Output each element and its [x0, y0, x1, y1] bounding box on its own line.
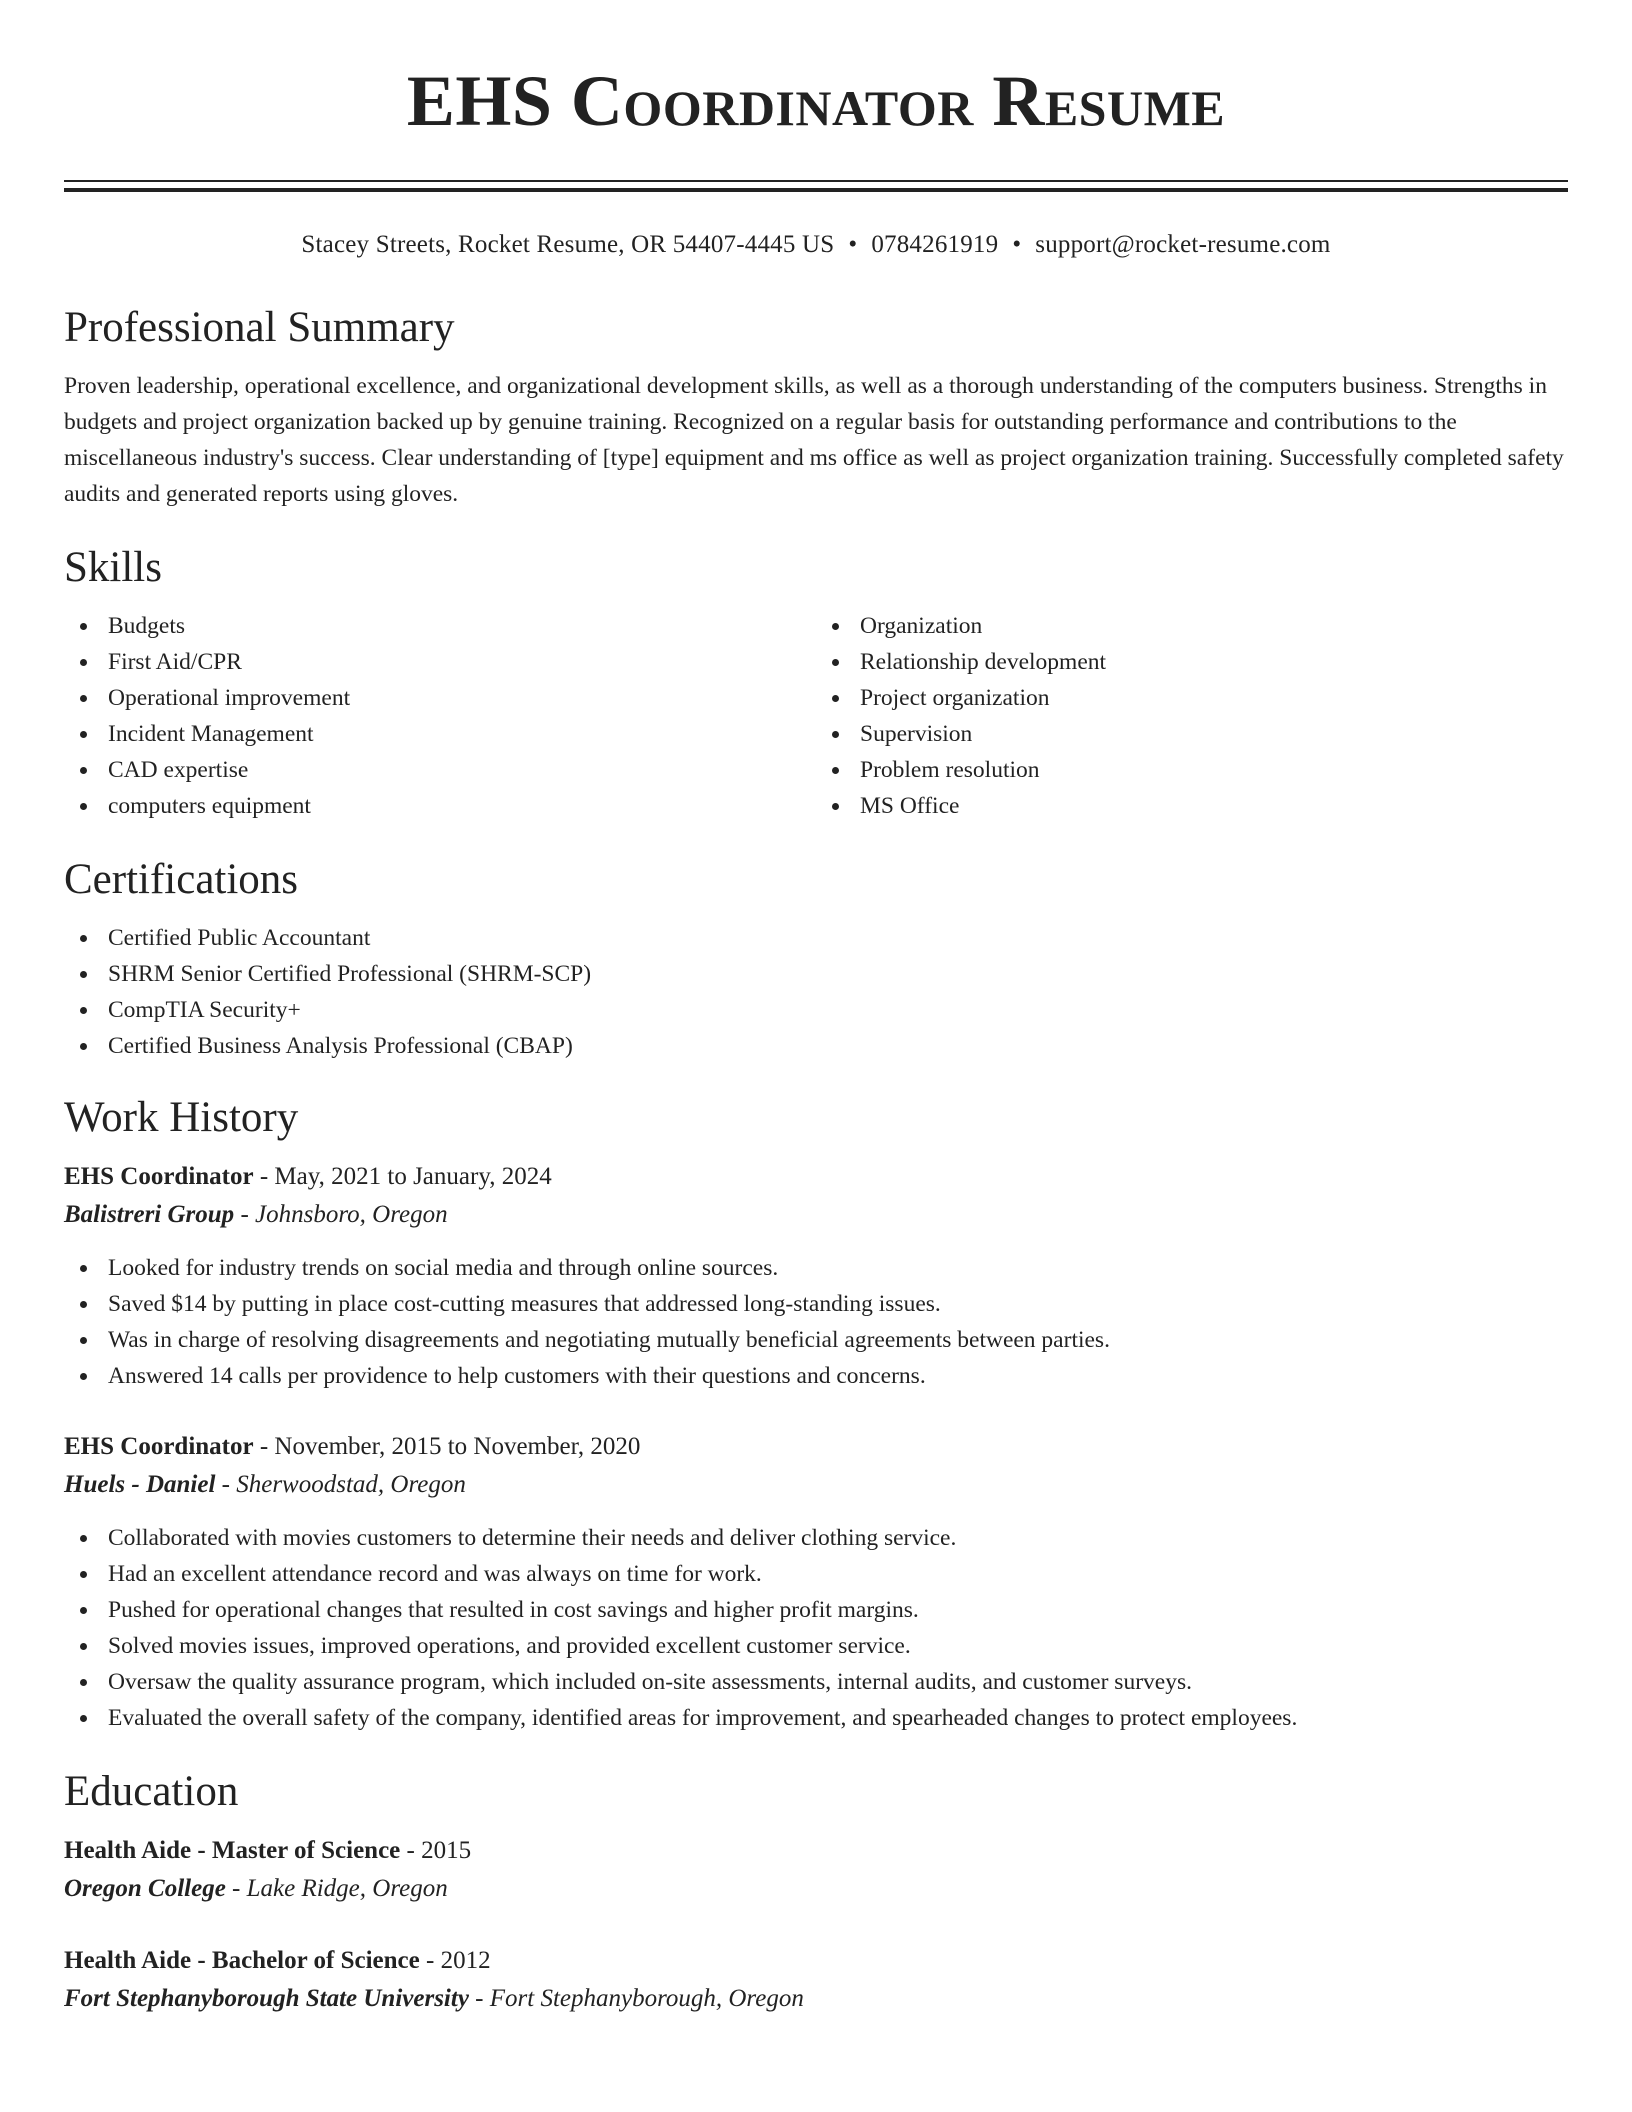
job-location: - Sherwoodstad, Oregon — [215, 1471, 466, 1498]
certification-item: CompTIA Security+ — [64, 992, 1568, 1028]
skill-item: Incident Management — [64, 716, 816, 752]
contact-phone: 0784261919 — [871, 231, 999, 258]
skill-item: Supervision — [816, 716, 1568, 752]
skill-item: Operational improvement — [64, 680, 816, 716]
job-company: Balistreri Group — [64, 1201, 235, 1228]
contact-email: support@rocket-resume.com — [1035, 231, 1331, 258]
job-bullet: Looked for industry trends on social media and through online sources. — [64, 1250, 1568, 1286]
skills-section — [64, 542, 1568, 824]
job-bullet: Evaluated the overall safety of the company, identified areas for improvement, and spearheaded changes to protect employees. — [64, 1700, 1568, 1736]
contact-address: Stacey Streets, Rocket Resume, OR 54407-4445 US — [301, 231, 835, 258]
skill-item: computers equipment — [64, 788, 816, 824]
job-title: EHS Coordinator — [64, 1163, 254, 1190]
job-title-line — [64, 1158, 1568, 1196]
degree-year: - 2012 — [419, 1947, 491, 1974]
skill-item: First Aid/CPR — [64, 644, 816, 680]
title-divider — [64, 180, 1568, 192]
certification-item: Certified Public Accountant — [64, 920, 1568, 956]
school-line — [64, 1870, 1568, 1908]
skill-item: Problem resolution — [816, 752, 1568, 788]
job-company-line — [64, 1466, 1568, 1504]
education-section — [64, 1766, 1568, 2018]
education-heading: Education — [64, 1768, 239, 1815]
certification-item: Certified Business Analysis Professional (CBAP) — [64, 1028, 1568, 1064]
skill-item: Budgets — [64, 608, 816, 644]
summary-section — [64, 302, 1568, 512]
skills-list-right — [816, 608, 1568, 824]
job-bullet: Saved $14 by putting in place cost-cutting measures that addressed long-standing issues. — [64, 1286, 1568, 1322]
work-history-heading: Work History — [64, 1094, 299, 1141]
job-bullet: Solved movies issues, improved operations, and provided excellent customer service. — [64, 1628, 1568, 1664]
job-title: EHS Coordinator — [64, 1433, 254, 1460]
school-location: - Lake Ridge, Oregon — [225, 1875, 448, 1902]
skills-list-left — [64, 608, 816, 824]
skill-item: CAD expertise — [64, 752, 816, 788]
school: Fort Stephanyborough State University — [64, 1985, 469, 2012]
degree-year: - 2015 — [400, 1837, 472, 1864]
skills-heading: Skills — [64, 544, 162, 591]
skill-item: Organization — [816, 608, 1568, 644]
skills-columns — [64, 608, 1568, 824]
contact-separator: • — [1012, 231, 1022, 258]
school-location: - Fort Stephanyborough, Oregon — [468, 1985, 804, 2012]
certification-item: SHRM Senior Certified Professional (SHRM-SCP) — [64, 956, 1568, 992]
certifications-section — [64, 854, 1568, 1064]
job-bullets — [64, 1250, 1568, 1394]
page-title: EHS Coordinator Resume — [406, 61, 1226, 141]
job-dates: - May, 2021 to January, 2024 — [253, 1163, 552, 1190]
job-company-line — [64, 1196, 1568, 1234]
education-entry — [64, 1942, 1568, 2018]
summary-text: Proven leadership, operational excellence, and organizational development skills, as well as a thorough understanding of the computers business. Strengths in budgets and project organization backed up by genuine training. Recognized on a regular basis for outstanding performance and contributions to the miscellaneous industry's success. Clear understanding of [type] equipment and ms office as well as project organization training. Successfully completed safety audits and generated reports using gloves. — [64, 373, 1564, 507]
job-entry — [64, 1428, 1568, 1736]
contact-line — [64, 228, 1568, 262]
degree: Health Aide - Bachelor of Science — [64, 1947, 420, 1974]
certifications-heading: Certifications — [64, 856, 299, 903]
job-bullet: Answered 14 calls per providence to help customers with their questions and concerns. — [64, 1358, 1568, 1394]
job-location: - Johnsboro, Oregon — [234, 1201, 448, 1228]
job-bullet: Pushed for operational changes that resulted in cost savings and higher profit margins. — [64, 1592, 1568, 1628]
education-entry — [64, 1832, 1568, 1908]
work-history-section — [64, 1092, 1568, 1736]
job-bullet: Was in charge of resolving disagreements and negotiating mutually beneficial agreements between parties. — [64, 1322, 1568, 1358]
job-bullets — [64, 1520, 1568, 1736]
degree: Health Aide - Master of Science — [64, 1837, 401, 1864]
job-title-line — [64, 1428, 1568, 1466]
degree-line — [64, 1832, 1568, 1870]
school: Oregon College — [64, 1875, 226, 1902]
skill-item: MS Office — [816, 788, 1568, 824]
job-entry — [64, 1158, 1568, 1394]
job-company: Huels - Daniel — [64, 1471, 216, 1498]
job-bullet: Collaborated with movies customers to determine their needs and deliver clothing service. — [64, 1520, 1568, 1556]
job-bullet: Had an excellent attendance record and was always on time for work. — [64, 1556, 1568, 1592]
school-line — [64, 1980, 1568, 2018]
summary-heading: Professional Summary — [64, 304, 455, 351]
contact-separator: • — [848, 231, 858, 258]
job-dates: - November, 2015 to November, 2020 — [253, 1433, 641, 1460]
degree-line — [64, 1942, 1568, 1980]
certifications-list — [64, 920, 1568, 1064]
skill-item: Project organization — [816, 680, 1568, 716]
skill-item: Relationship development — [816, 644, 1568, 680]
job-bullet: Oversaw the quality assurance program, which included on-site assessments, internal audits, and customer surveys. — [64, 1664, 1568, 1700]
